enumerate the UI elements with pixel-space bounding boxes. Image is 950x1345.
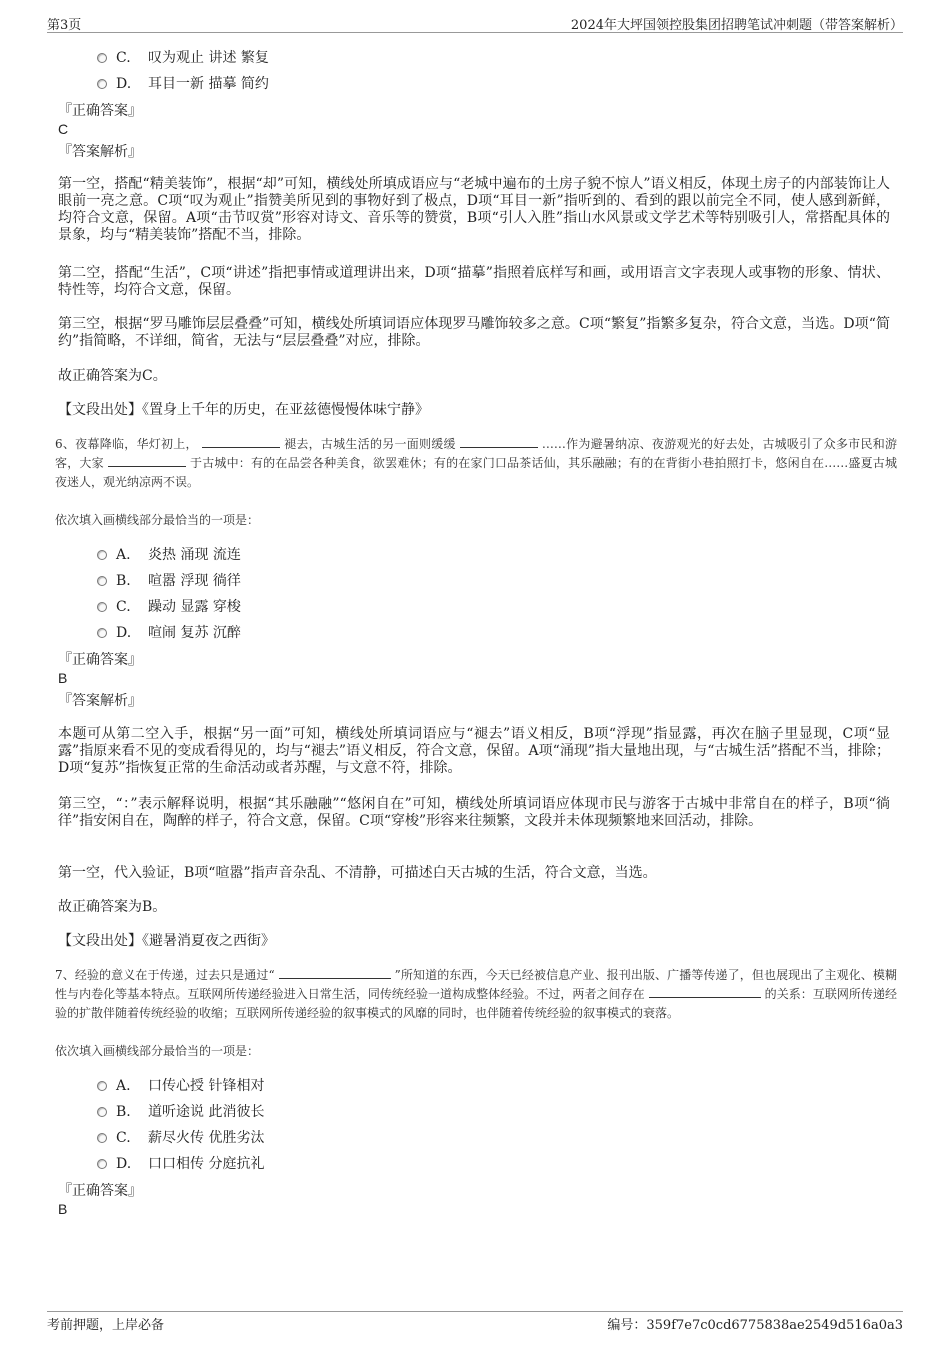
q7-stem: 7、经验的意义在于传递，过去只是通过“ ”所知道的东西，今天已经被信息产业、报刊出版、广播等传递了，但也展现出了主观化、模糊性与内卷化等基本特点。互联网所传递经验进入日常生活，同传统经验一道构成整体经验。不过，两者之间存在 的关系：互联网所传递经验的扩散伴随着传统经验的收缩；互联网所传递经验的叙事模式的风靡的同时，也伴随着传统经验的叙事模式的衰落。: [55, 968, 898, 1020]
q6-option-a[interactable]: A. 炎热 涌现 流连: [97, 546, 241, 564]
q5-conclusion: 故正确答案为C。: [58, 368, 167, 384]
footer-divider: [47, 1311, 903, 1312]
blank-line: [108, 454, 186, 467]
q6-analysis-paragraph: 第一空，代入验证，B项“喧嚣”指声音杂乱、不清静，可描述白天古城的生活，符合文意，当选。: [58, 865, 657, 881]
q5-option-d[interactable]: D. 耳目一新 描摹 简约: [97, 75, 269, 93]
footer-slogan: 考前押题，上岸必备: [47, 1318, 165, 1333]
q7-option-c[interactable]: C. 薪尽火传 优胜劣汰: [97, 1129, 264, 1147]
blank-line: [279, 966, 391, 979]
q6-source: 【文段出处】《避暑消夏夜之西街》: [58, 933, 275, 949]
q5-option-c[interactable]: C. 叹为观止 讲述 繁复: [97, 49, 269, 67]
header-divider: [47, 32, 903, 33]
blank-line: [649, 985, 761, 998]
q6-stem: 6、夜幕降临，华灯初上， 褪去，古城生活的另一面则缓缓 ……作为避暑纳凉、夜游观光的好去处，古城吸引了众多市民和游客，大家 于古城中：有的在品尝各种美食，欲罢难休；有的在家门口品茶话仙，其乐融融；有的在背街小巷拍照打卡，悠闲自在……盛夏古城夜迷人，观光纳凉两不误。: [55, 437, 897, 489]
q7-option-a[interactable]: A. 口传心授 针锋相对: [97, 1077, 264, 1095]
document-title: 2024年大坪国领控股集团招聘笔试冲刺题（带答案解析）: [570, 18, 903, 33]
q5-answer-label: 『正确答案』: [58, 103, 142, 119]
q5-analysis-label: 『答案解析』: [58, 144, 142, 160]
q7-instruction: 依次填入画横线部分最恰当的一项是：: [55, 1044, 260, 1058]
q6-option-c[interactable]: C. 躁动 显露 穿梭: [97, 598, 241, 616]
q7-option-d[interactable]: D. 口口相传 分庭抗礼: [97, 1155, 264, 1173]
q7-answer-label: 『正确答案』: [58, 1183, 142, 1199]
radio-icon[interactable]: [97, 79, 107, 89]
q5-source: 【文段出处】《置身上千年的历史，在亚兹德慢慢体味宁静》: [58, 402, 429, 418]
radio-icon[interactable]: [97, 550, 107, 560]
radio-icon[interactable]: [97, 1081, 107, 1091]
radio-icon[interactable]: [97, 602, 107, 612]
q7-answer: B: [58, 1201, 68, 1217]
q6-instruction: 依次填入画横线部分最恰当的一项是：: [55, 513, 260, 527]
q6-conclusion: 故正确答案为B。: [58, 899, 167, 915]
radio-icon[interactable]: [97, 628, 107, 638]
document-code: 编号：359f7e7c0cd6775838ae2549d516a0a3: [607, 1318, 903, 1333]
q6-analysis-paragraph: 本题可从第二空入手，根据“另一面”可知，横线处所填词语应与“褪去”语义相反，B项“浮现”指显露，再次在脑子里显现，C项“显露”指原来看不见的变成看得见的，均与“褪去”语义相反，符合文意，保留。A项“涌现”指大量地出现，与“古城生活”搭配不当，排除；D项“复苏”指恢复正常的生命活动或者苏醒，与文意不符，排除。: [58, 726, 890, 776]
blank-line: [202, 435, 280, 448]
q6-answer-label: 『正确答案』: [58, 652, 142, 668]
q6-analysis-paragraph: 第三空，“：”表示解释说明，根据“其乐融融”“悠闲自在”可知，横线处所填词语应体现市民与游客于古城中非常自在的样子，B项“徜徉”指安闲自在，陶醉的样子，符合文意，保留。C项“穿梭”形容来往频繁，文段并未体现频繁地来回活动，排除。: [58, 796, 890, 829]
q6-analysis-label: 『答案解析』: [58, 693, 142, 709]
radio-icon[interactable]: [97, 1133, 107, 1143]
q6-option-d[interactable]: D. 喧闹 复苏 沉醉: [97, 624, 241, 642]
blank-line: [460, 435, 538, 448]
q5-answer: C: [58, 121, 69, 137]
q6-answer: B: [58, 670, 68, 686]
q7-option-b[interactable]: B. 道听途说 此消彼长: [97, 1103, 264, 1121]
radio-icon[interactable]: [97, 53, 107, 63]
q5-analysis-paragraph: 第一空，搭配“精美装饰”，根据“却”可知，横线处所填成语应与“老城中遍布的土房子貌不惊人”语义相反，体现土房子的内部装饰让人眼前一亮之意。C项“叹为观止”指赞美所见到的事物好到了极点，D项“耳目一新”指听到的、看到的跟以前完全不同，使人感到新鲜，均符合文意，保留。A项“击节叹赏”形容对诗文、音乐等的赞赏，B项“引人入胜”指山水风景或文学艺术等特别吸引人，常搭配具体的景象，均与“精美装饰”搭配不当，排除。: [58, 176, 890, 243]
q6-option-b[interactable]: B. 喧嚣 浮现 徜徉: [97, 572, 241, 590]
radio-icon[interactable]: [97, 576, 107, 586]
radio-icon[interactable]: [97, 1159, 107, 1169]
q5-analysis-paragraph: 第三空，根据“罗马雕饰层层叠叠”可知，横线处所填词语应体现罗马雕饰较多之意。C项“繁复”指繁多复杂，符合文意，当选。D项“简约”指简略，不详细，简省，无法与“层层叠叠”对应，排除。: [58, 316, 890, 349]
q5-analysis-paragraph: 第二空，搭配“生活”，C项“讲述”指把事情或道理讲出来，D项“描摹”指照着底样写和画，或用语言文字表现人或事物的形象、情状、特性等，均符合文意，保留。: [58, 265, 890, 298]
page-number: 第3页: [47, 18, 82, 33]
radio-icon[interactable]: [97, 1107, 107, 1117]
